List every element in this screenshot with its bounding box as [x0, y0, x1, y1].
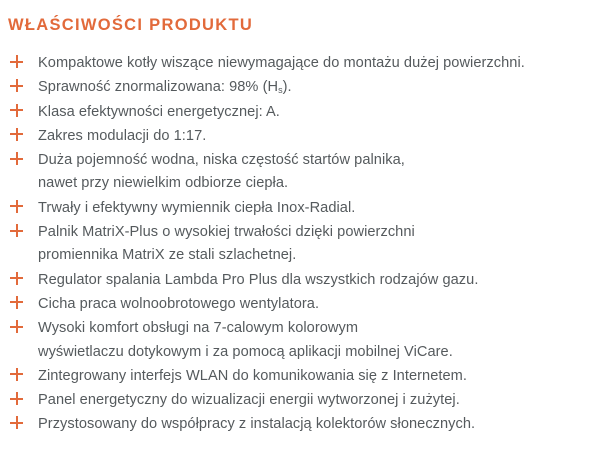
list-item	[0, 389, 611, 412]
plus-icon	[10, 224, 23, 237]
plus-icon	[10, 55, 23, 68]
plus-icon	[10, 79, 23, 92]
item-text: Cicha praca wolnoobrotowego wentylatora.	[38, 295, 320, 312]
list-item	[0, 76, 611, 99]
plus-icon	[10, 104, 23, 117]
subscript: s	[278, 85, 283, 96]
plus-icon	[10, 368, 23, 381]
list-item	[0, 365, 611, 388]
item-text-continued: promiennika MatriX ze stali szlachetnej.	[38, 247, 297, 264]
list-item	[0, 101, 611, 124]
item-text: Panel energetyczny do wizualizacji energii wytworzonej i zużytej.	[38, 392, 460, 409]
item-text-before: Sprawność znormalizowana: 98% (H	[38, 79, 279, 96]
list-item	[0, 269, 611, 292]
section-title: WŁAŚCIWOŚCI PRODUKTU	[8, 16, 254, 35]
list-item	[0, 317, 611, 364]
item-text: Wysoki komfort obsługi na 7-calowym kolorowym	[38, 320, 359, 337]
item-text: Zintegrowany interfejs WLAN do komunikowania się z Internetem.	[38, 367, 467, 384]
plus-icon	[10, 272, 23, 285]
item-text: Przystosowany do współpracy z instalacją kolektorów słonecznych.	[38, 416, 476, 433]
list-item	[0, 293, 611, 316]
plus-icon	[10, 296, 23, 309]
list-item	[0, 221, 611, 268]
list-item	[0, 125, 611, 148]
plus-icon	[10, 416, 23, 429]
plus-icon	[10, 128, 23, 141]
item-text-continued: wyświetlaczu dotykowym i za pomocą aplikacji mobilnej ViCare.	[38, 343, 453, 360]
plus-icon	[10, 320, 23, 333]
item-text	[38, 76, 611, 99]
item-text-continued: nawet przy niewielkim odbiorze ciepła.	[38, 175, 289, 192]
item-text-after: ).	[282, 79, 292, 96]
list-item	[0, 149, 611, 196]
item-text: Trwały i efektywny wymiennik ciepła Inox-Radial.	[38, 199, 356, 216]
item-text: Duża pojemność wodna, niska częstość startów palnika,	[38, 152, 405, 169]
item-text: Palnik MatriX-Plus o wysokiej trwałości dzięki powierzchni	[38, 224, 415, 241]
list-item	[0, 197, 611, 220]
plus-icon	[10, 152, 23, 165]
plus-icon	[10, 200, 23, 213]
item-text: Kompaktowe kotły wiszące niewymagające do montażu dużej powierzchni.	[38, 55, 525, 71]
list-item	[0, 413, 611, 436]
list-item	[0, 52, 611, 75]
item-text: Zakres modulacji do 1:17.	[38, 127, 207, 144]
plus-icon	[10, 392, 23, 405]
item-text: Klasa efektywności energetycznej: A.	[38, 103, 280, 120]
feature-list	[0, 52, 611, 438]
item-text: Regulator spalania Lambda Pro Plus dla wszystkich rodzajów gazu.	[38, 271, 479, 288]
